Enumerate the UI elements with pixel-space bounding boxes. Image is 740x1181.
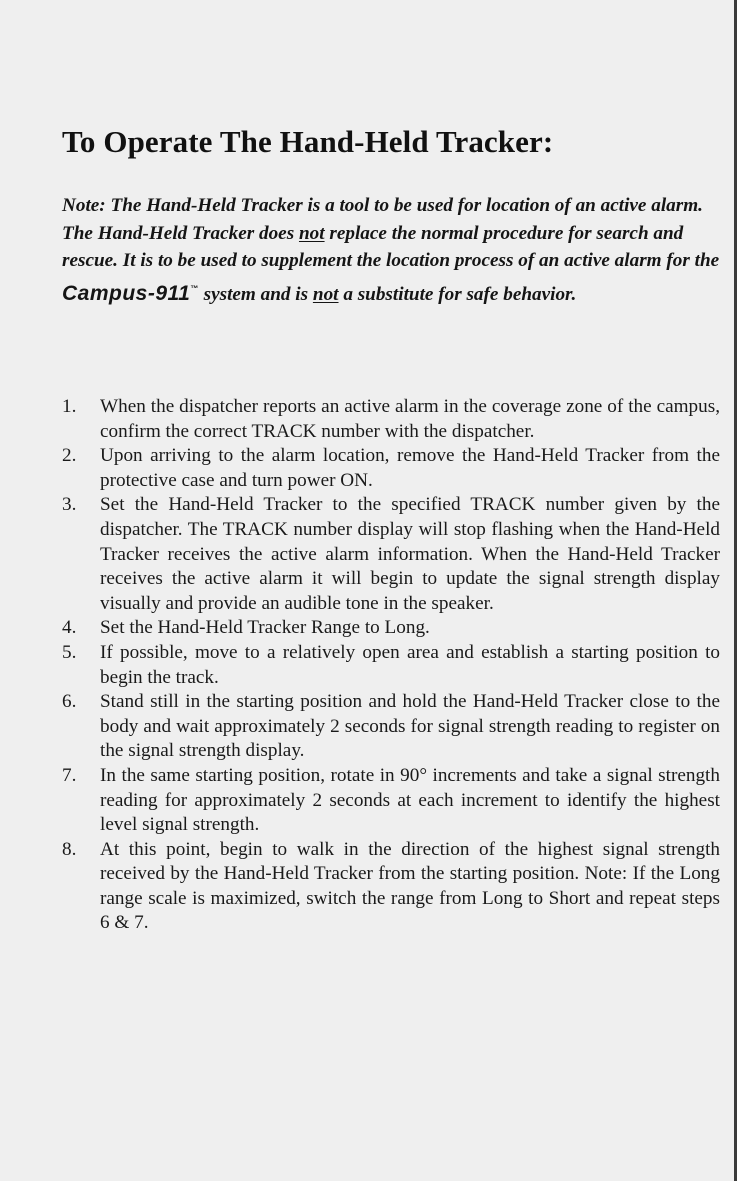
brand-name: Campus-911: [62, 281, 191, 305]
campus-911-brand: [62, 282, 199, 305]
step-text: In the same starting position, rotate in 90° increments and take a signal strength reading for approximately 2 seconds at each increment to identify the highest level signal strength.: [100, 764, 720, 836]
page-title: To Operate The Hand-Held Tracker:: [62, 124, 554, 159]
step-text: At this point, begin to walk in the direction of the highest signal strength received by the Hand-Held Tracker from the starting position. Note: If the Long range scale is maximized, switch the range from Long to Short and repeat steps 6 & 7.: [100, 838, 720, 934]
step-item: [52, 444, 720, 493]
step-item: [52, 616, 720, 641]
step-text: When the dispatcher reports an active alarm in the coverage zone of the campus, confirm the correct TRACK number with the dispatcher.: [100, 396, 720, 442]
step-text: Set the Hand-Held Tracker to the specified TRACK number given by the dispatcher. The TRACK number display will stop flashing when the Hand-Held Tracker receives the active alarm information. When the Hand-Held Tracker receives the active alarm it will begin to update the signal strength display visually and provide an audible tone in the speaker.: [100, 494, 720, 614]
step-number: 2.: [62, 445, 77, 467]
step-number: 7.: [62, 764, 77, 786]
step-item: [52, 838, 720, 936]
step-text: If possible, move to a relatively open area and establish a starting position to begin the track.: [100, 641, 720, 688]
step-number: 6.: [62, 691, 77, 713]
note-lead: Note: The Hand-Held Tracker is a tool to be used for location of an active alarm. The Hand-Held Tracker does: [62, 195, 703, 244]
step-item: [52, 690, 720, 764]
step-item: [52, 641, 720, 690]
step-text: Upon arriving to the alarm location, remove the Hand-Held Tracker from the protective case and turn power ON.: [100, 445, 720, 491]
step-item: [52, 764, 720, 838]
note-emphasis-not: not: [298, 222, 325, 244]
note-middle-2: system and is: [198, 283, 313, 305]
step-text: Stand still in the starting position and hold the Hand-Held Tracker close to the body and wait approximately 2 seconds for signal strength reading to register on the signal strength display.: [100, 691, 720, 762]
step-number: 4.: [62, 617, 77, 639]
note-emphasis-not-2: not: [312, 283, 339, 305]
step-number: 8.: [62, 838, 77, 860]
safety-note: [62, 192, 722, 308]
step-text: Set the Hand-Held Tracker Range to Long.: [100, 617, 430, 639]
step-number: 3.: [62, 494, 77, 516]
step-item: [52, 493, 720, 616]
step-item: [52, 395, 720, 444]
step-number: 1.: [62, 396, 77, 417]
note-tail: a substitute for safe behavior.: [338, 283, 577, 305]
note-middle: replace the normal procedure for search and rescue. It is to be used to supplement the location process of an active alarm for the: [62, 222, 720, 271]
step-number: 5.: [62, 641, 77, 663]
trademark-symbol: ™: [190, 283, 199, 293]
instruction-steps: [52, 395, 720, 936]
